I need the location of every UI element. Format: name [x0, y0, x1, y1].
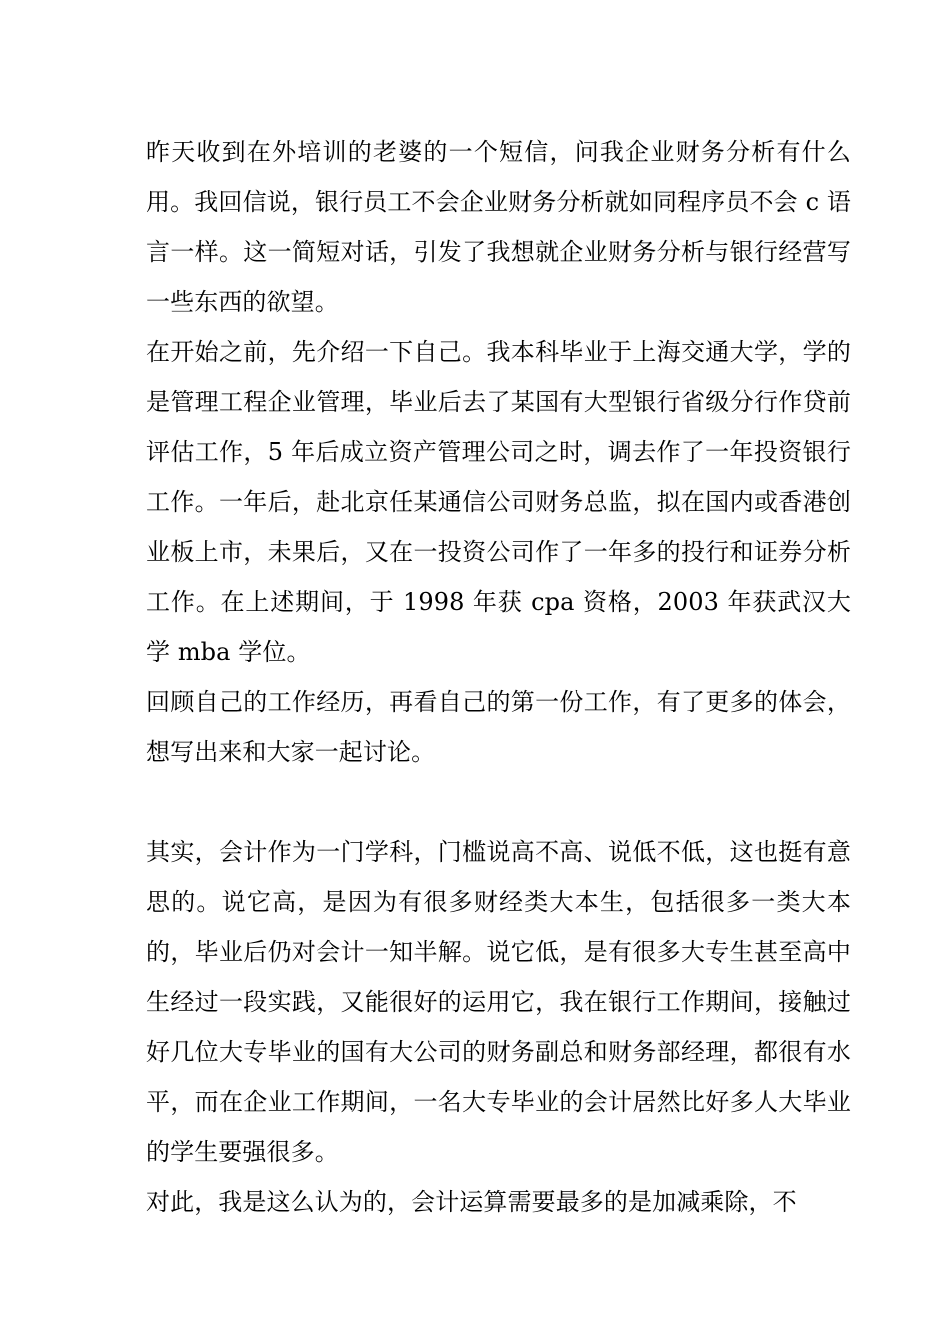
paragraph-self-introduction: 在开始之前，先介绍一下自己。我本科毕业于上海交通大学，学的是管理工程企业管理，毕业后去了某国有大型银行省级分行作贷前评估工作，5 年后成立资产管理公司之时，调去作了一年投资银行工作。一年后，赴北京任某通信公司财务总监，拟在国内或香港创业板上市，未果后，又在一投资公司作了一年多的投行和证券分析工作。在上述期间，于 1998 年获 cpa 资格，2003 年获武汉大学 mba 学位。	[146, 338, 851, 666]
paragraph-text-message: 昨天收到在外培训的老婆的一个短信，问我企业财务分析有什么用。我回信说，银行员工不会企业财务分析就如同程序员不会 c 语言一样。这一简短对话，引发了我想就企业财务分析与银行经营写一些东西的欲望。	[146, 138, 851, 316]
paragraph-reflection: 回顾自己的工作经历，再看自己的第一份工作，有了更多的体会，想写出来和大家一起讨论。	[146, 688, 851, 766]
paragraph-spacer	[146, 777, 851, 827]
document-body	[146, 127, 851, 1227]
paragraph-accounting-threshold: 其实，会计作为一门学科，门槛说高不高、说低不低，这也挺有意思的。说它高，是因为有很多财经类大本生，包括很多一类大本的，毕业后仍对会计一知半解。说它低，是有很多大专生甚至高中生经过一段实践，又能很好的运用它，我在银行工作期间，接触过好几位大专毕业的国有大公司的财务副总和财务部经理，都很有水平，而在企业工作期间，一名大专毕业的会计居然比好多人大毕业的学生要强很多。	[146, 838, 851, 1166]
paragraph-accounting-opinion: 对此，我是这么认为的，会计运算需要最多的是加减乘除，不	[146, 1188, 797, 1216]
